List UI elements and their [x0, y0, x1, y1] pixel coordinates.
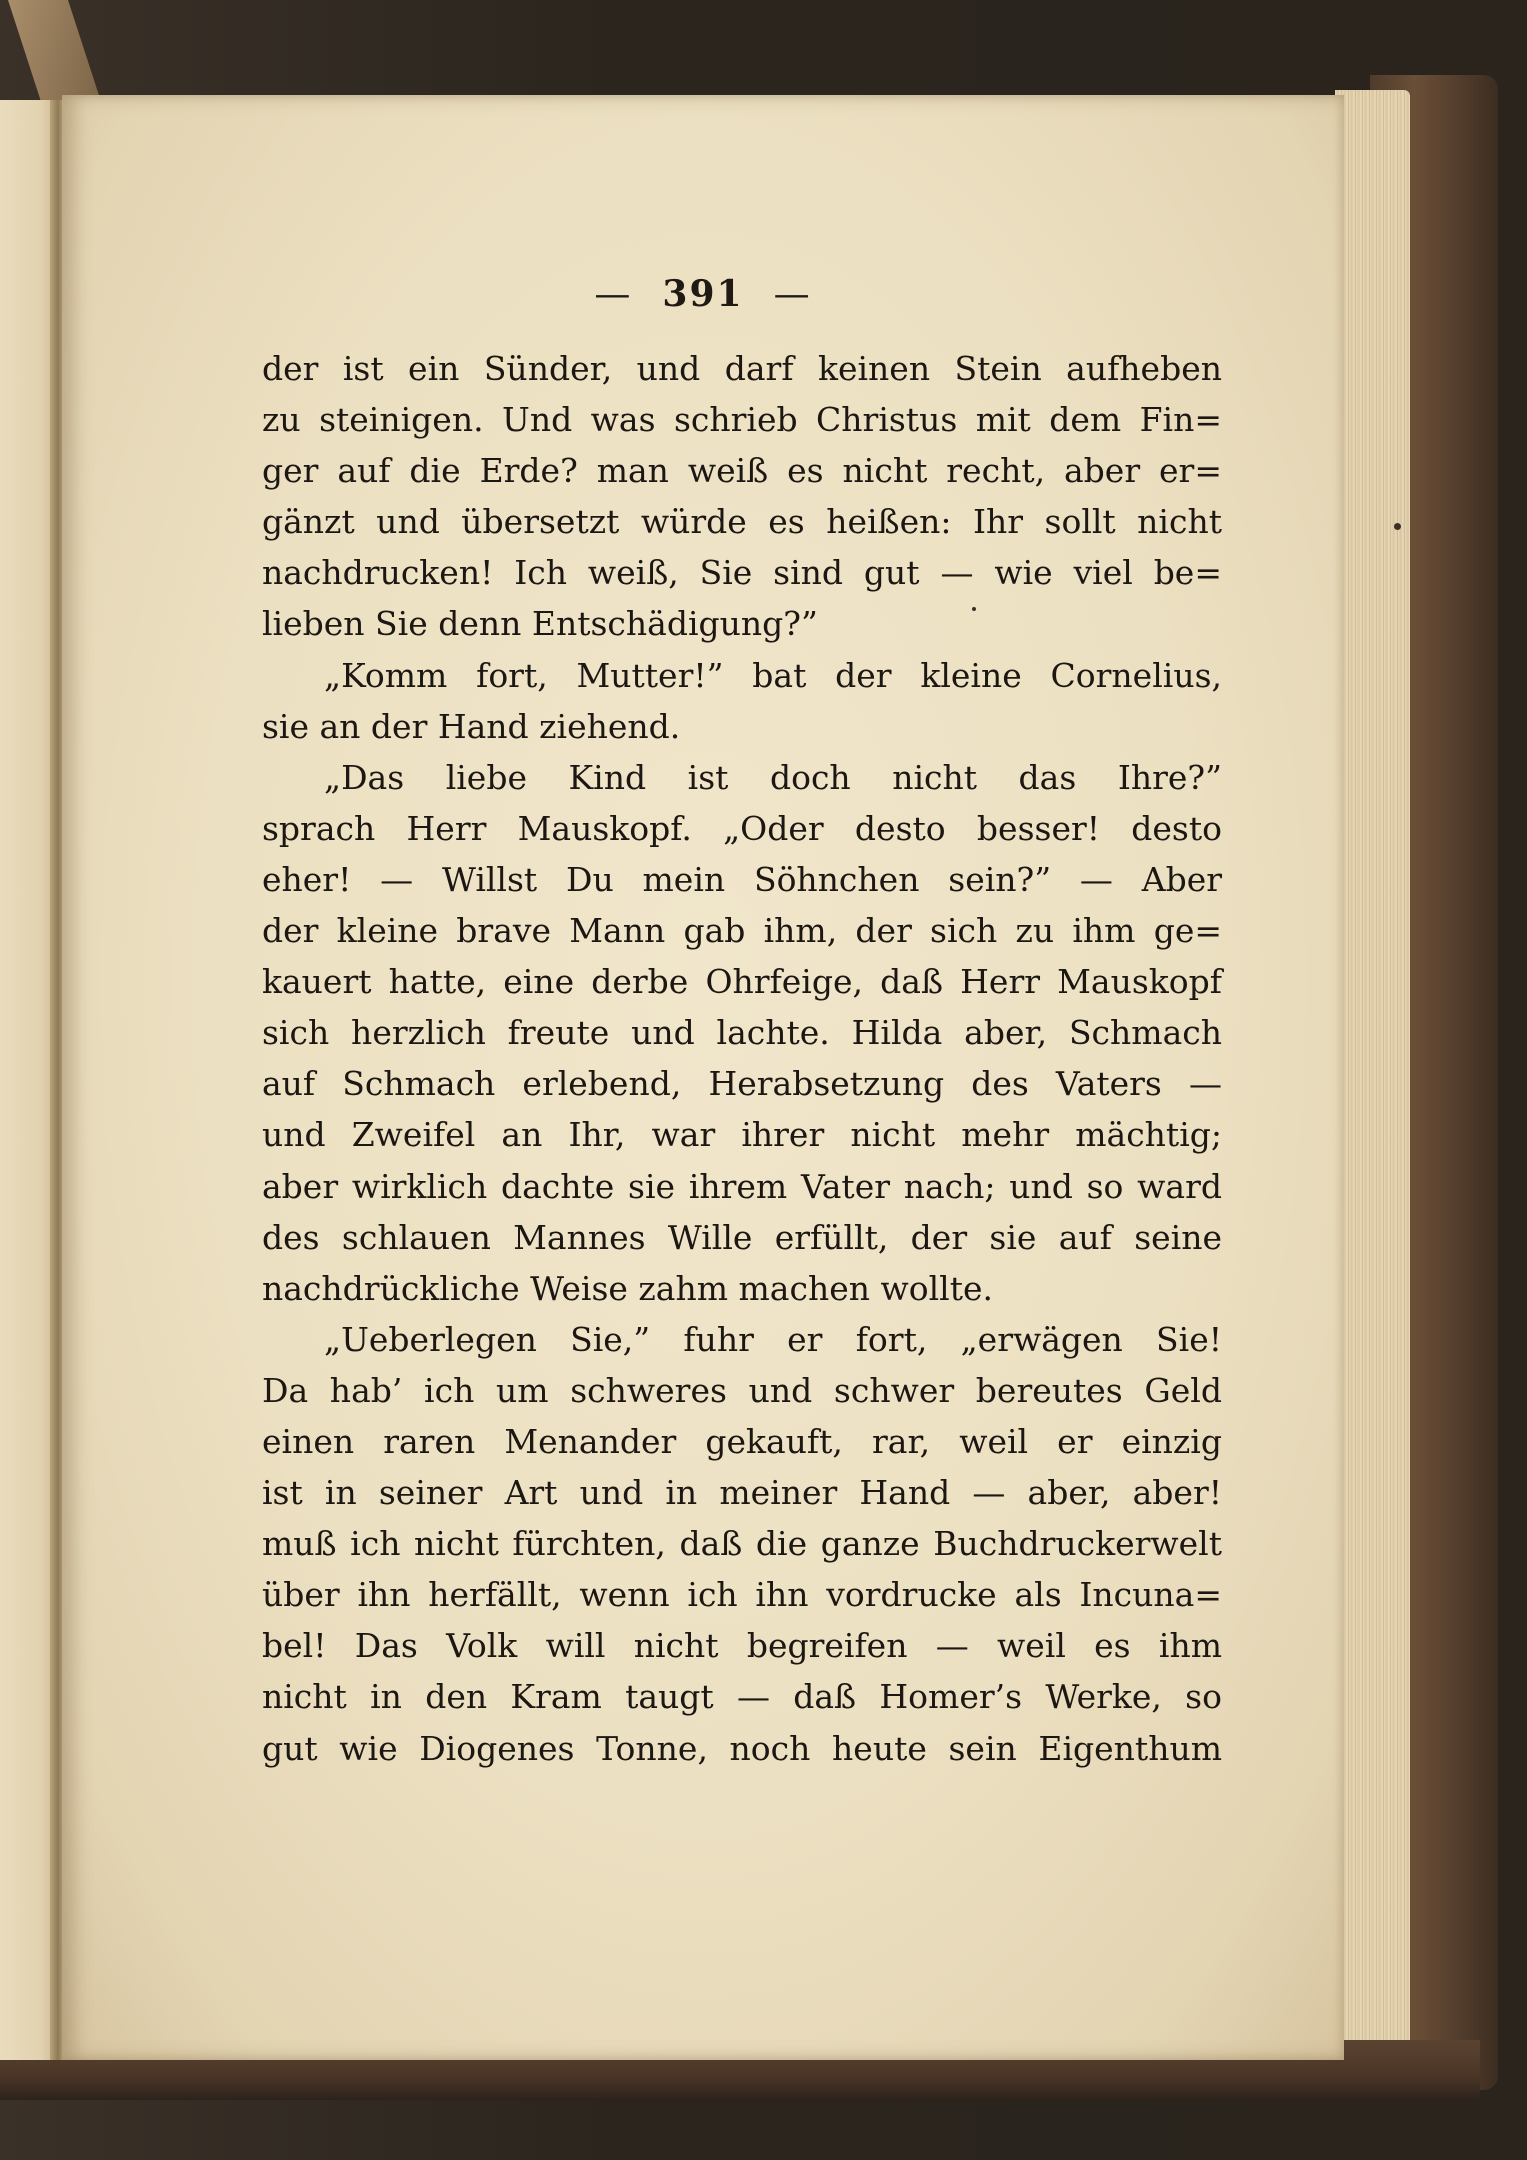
- text-line: sie an der Hand ziehend.: [262, 706, 681, 746]
- text-line: über ihn herfällt, wenn ich ihn vordrucke als Incuna=: [262, 1575, 1222, 1615]
- text-line: und Zweifel an Ihr, war ihrer nicht mehr mächtig;: [262, 1115, 1222, 1155]
- text-line: zu steinigen. Und was schrieb Christus mit dem Fin=: [262, 400, 1222, 440]
- book-page: [62, 95, 1344, 2060]
- ribbon-bookmark: [8, 0, 100, 100]
- page-number: 391: [662, 273, 744, 315]
- page-header: [62, 273, 1344, 315]
- text-line: nicht in den Kram taugt — daß Homer’s Werke, so: [262, 1677, 1222, 1717]
- text-line: „Das liebe Kind ist doch nicht das Ihre?”: [324, 757, 1222, 797]
- text-line: gut wie Diogenes Tonne, noch heute sein Eigenthum: [262, 1728, 1222, 1768]
- text-line: „Ueberlegen Sie,” fuhr er fort, „erwägen Sie!: [324, 1319, 1222, 1359]
- text-line: sich herzlich freute und lachte. Hilda aber, Schmach: [262, 1013, 1222, 1053]
- header-dash-left: —: [594, 274, 633, 315]
- header-dash-right: —: [773, 274, 812, 315]
- text-line: einen raren Menander gekauft, rar, weil er einzig: [262, 1421, 1222, 1461]
- text-line: der ist ein Sünder, und darf keinen Stein aufheben: [262, 349, 1222, 388]
- paper-spot: [972, 607, 976, 611]
- text-line: bel! Das Volk will nicht begreifen — weil es ihm: [262, 1626, 1222, 1666]
- paper-spot: [1394, 523, 1401, 530]
- text-line: muß ich nicht fürchten, daß die ganze Buchdruckerwelt: [262, 1524, 1222, 1564]
- text-line: gänzt und übersetzt würde es heißen: Ihr sollt nicht: [262, 502, 1222, 542]
- text-line: nachdrucken! Ich weiß, Sie sind gut — wie viel be=: [262, 553, 1222, 593]
- page-edges: [1335, 90, 1410, 2060]
- text-line: eher! — Willst Du mein Söhnchen sein?” — Aber: [262, 859, 1222, 899]
- text-line: aber wirklich dachte sie ihrem Vater nach; und so ward: [262, 1166, 1222, 1206]
- text-line: kauert hatte, eine derbe Ohrfeige, daß Herr Mauskopf: [262, 962, 1222, 1002]
- text-line: sprach Herr Mauskopf. „Oder desto besser! desto: [262, 808, 1222, 848]
- text-line: lieben Sie denn Entschädigung?”: [262, 604, 818, 644]
- text-line: der kleine brave Mann gab ihm, der sich zu ihm ge=: [262, 911, 1222, 951]
- text-line: Da hab’ ich um schweres und schwer bereutes Geld: [262, 1370, 1222, 1410]
- text-line: ist in seiner Art und in meiner Hand — aber, aber!: [262, 1473, 1222, 1513]
- text-line: des schlauen Mannes Wille erfüllt, der sie auf seine: [262, 1217, 1222, 1257]
- body-text: [262, 343, 1222, 1774]
- text-line: nachdrückliche Weise zahm machen wollte.: [262, 1268, 993, 1308]
- text-line: „Komm fort, Mutter!” bat der kleine Cornelius,: [324, 655, 1222, 695]
- text-line: ger auf die Erde? man weiß es nicht recht, aber er=: [262, 451, 1222, 491]
- text-line: auf Schmach erlebend, Herabsetzung des Vaters —: [262, 1064, 1222, 1104]
